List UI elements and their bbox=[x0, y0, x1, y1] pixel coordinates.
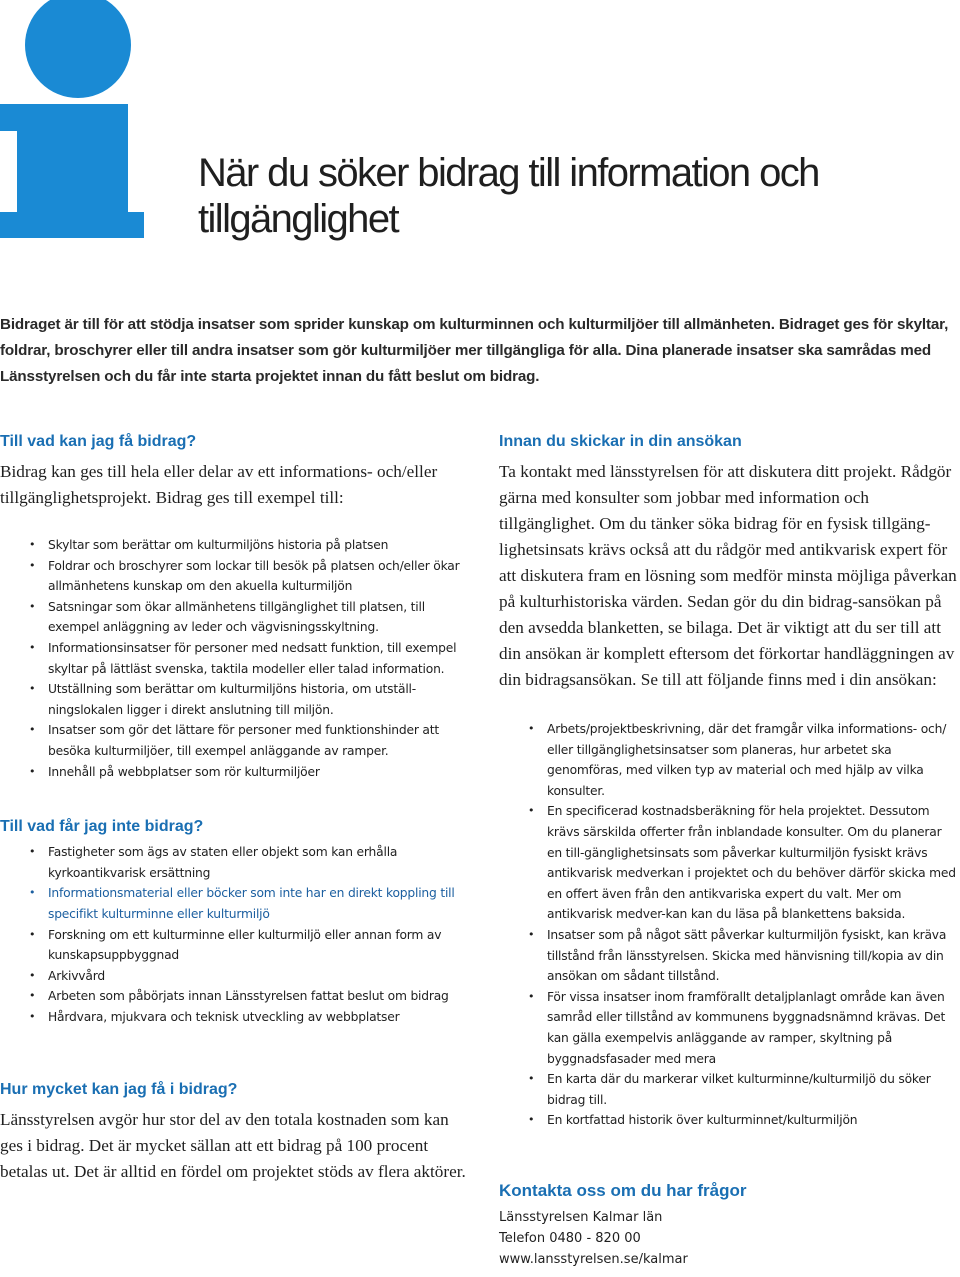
section-heading-eligible: Till vad kan jag få bidrag? bbox=[0, 433, 197, 450]
list-item: • En specificerad kostnadsberäkning för hela projektet. Dessutom krävs särskilda offerter från inblandade konsulter. Om du planerar en till-gänglighetsinsats som påverkar kulturmiljön fysiskt krävs antikvarisk medverkan i projektet och du behöver därför skicka med en offert även från den antikvariska expert du valt. Mer om antikvarisk medver-kan kan du läsa på blankettens baksida. bbox=[499, 801, 960, 925]
before-applying-text: Ta kontakt med länsstyrelsen för att diskutera ditt projekt. Rådgör gärna med konsulter som jobbar med information och tillgänglighet. Om du tänker söka bidrag för en fysisk tillgäng-lighetsinsats krävs också att du rådgör med antikvarisk expert för att diskutera fram en lösning som medför minsta möjliga påverkan på kulturhistoriska värden. Sedan gör du din bidrag-sansökan på den avsedda blanketten, se bilaga. Det är viktigt att du ser till att din ansökan är komplett eftersom det förkortar handläggningen av din bidragsansökan. Se till att följande finns med i din ansökan: bbox=[499, 462, 957, 689]
section-heading-not-eligible: Till vad får jag inte bidrag? bbox=[0, 818, 204, 836]
list-item: • Arkivvård bbox=[0, 966, 470, 987]
list-item: • Informationsmaterial eller böcker som inte har en direkt koppling till specifikt kulturminne eller kulturmiljö bbox=[0, 883, 470, 924]
list-item: • Informationsinsatser för personer med nedsatt funktion, till exempel skyltar på lättläst svenska, taktila modeller eller talad information. bbox=[0, 638, 470, 679]
list-item: • Foldrar och broschyrer som lockar till besök på platsen och/eller ökar allmänhetens kunskap om den akuella kulturmiljön bbox=[0, 556, 470, 597]
list-item: • Insatser som gör det lättare för personer med funktionshinder att besöka kulturmiljöer, till exempel anläggande av ramper. bbox=[0, 720, 470, 761]
list-item: • En kortfattad historik över kulturminnet/kulturmiljön bbox=[499, 1110, 960, 1131]
not-eligible-list bbox=[0, 842, 470, 1027]
list-item: • Fastigheter som ägs av staten eller objekt som kan erhålla kyrkoantikvarisk ersättning bbox=[0, 842, 470, 883]
list-item: • Innehåll på webbplatser som rör kulturmiljöer bbox=[0, 762, 470, 783]
contact-website-link[interactable]: www.lansstyrelsen.se/kalmar bbox=[499, 1251, 688, 1267]
section-heading-amount: Hur mycket kan jag få i bidrag? bbox=[0, 1081, 238, 1099]
list-item: • En karta där du markerar vilket kulturminne/kulturmiljö du söker bidrag till. bbox=[499, 1069, 960, 1110]
list-item: • Insatser som på något sätt påverkar kulturmiljön fysiskt, kan kräva tillstånd från länsstyrelsen. Skicka med hänvisning till/kopia av din ansökan om sådant tillstånd. bbox=[499, 925, 960, 987]
application-contents-list bbox=[499, 719, 960, 1131]
eligible-intro-text: Bidrag kan ges till hela eller delar av ett informations- och/eller tillgänglighetsprojekt. Bidrag ges till exempel till: bbox=[0, 462, 438, 507]
section-heading-contact: Kontakta oss om du har frågor bbox=[499, 1180, 747, 1200]
eligible-list bbox=[0, 535, 470, 782]
list-item: • För vissa insatser inom framförallt detaljplanlagt område kan även samråd eller tillstånd av kommunens byggnadsnämnd krävas. Det kan gälla exempelvis anläggande av ramper, skyltning på byggnadsfasader med mera bbox=[499, 987, 960, 1069]
list-item: • Arbeten som påbörjats innan Länsstyrelsen fattat beslut om bidrag bbox=[0, 986, 470, 1007]
list-item: • Hårdvara, mjukvara och teknisk utveckling av webbplatser bbox=[0, 1007, 470, 1028]
list-item: • Satsningar som ökar allmänhetens tillgänglighet till platsen, till exempel anläggning av leder och vägvisningsskyltning. bbox=[0, 597, 470, 638]
page-title: När du söker bidrag till information och tillgänglighet bbox=[198, 151, 819, 241]
amount-text: Länsstyrelsen avgör hur stor del av den totala kostnaden som kan ges i bidrag. Det är mycket sällan att ett bidrag på 100 procent betalas ut. Det är alltid en fördel om projektet stöds av flera aktörer. bbox=[0, 1110, 466, 1182]
info-i-icon bbox=[0, 0, 150, 240]
left-column bbox=[0, 430, 470, 1185]
section-heading-before-applying: Innan du skickar in din ansökan bbox=[499, 433, 742, 450]
list-item: • Arbets/projektbeskrivning, där det framgår vilka informations- och/ eller tillgänglighetsinsatser som planeras, hur arbetet ska genomföras, med vilken typ av material och med hjälp av vilka konsulter. bbox=[499, 719, 960, 801]
intro-paragraph: Bidraget är till för att stödja insatser som sprider kunskap om kulturminnen och kulturmiljöer till allmänheten. Bidraget ges för skyltar, foldrar, broschyrer eller till andra insatser som gör kulturmiljöer mer tillgängliga för alla. Dina planerade insatser ska samrådas med Länsstyrelsen och du får inte starta projektet innan du fått beslut om bidrag. bbox=[0, 316, 949, 385]
list-item: • Utställning som berättar om kulturmiljöns historia, om utställ-ningslokalen ligger i direkt anslutning till miljön. bbox=[0, 679, 470, 720]
list-item: • Skyltar som berättar om kulturmiljöns historia på platsen bbox=[0, 535, 470, 556]
contact-phone: Telefon 0480 - 820 00 bbox=[499, 1230, 641, 1246]
contact-org: Länsstyrelsen Kalmar län bbox=[499, 1209, 663, 1225]
right-column bbox=[499, 430, 960, 1270]
list-item: • Forskning om ett kulturminne eller kulturmiljö eller annan form av kunskapsuppbyggnad bbox=[0, 925, 470, 966]
